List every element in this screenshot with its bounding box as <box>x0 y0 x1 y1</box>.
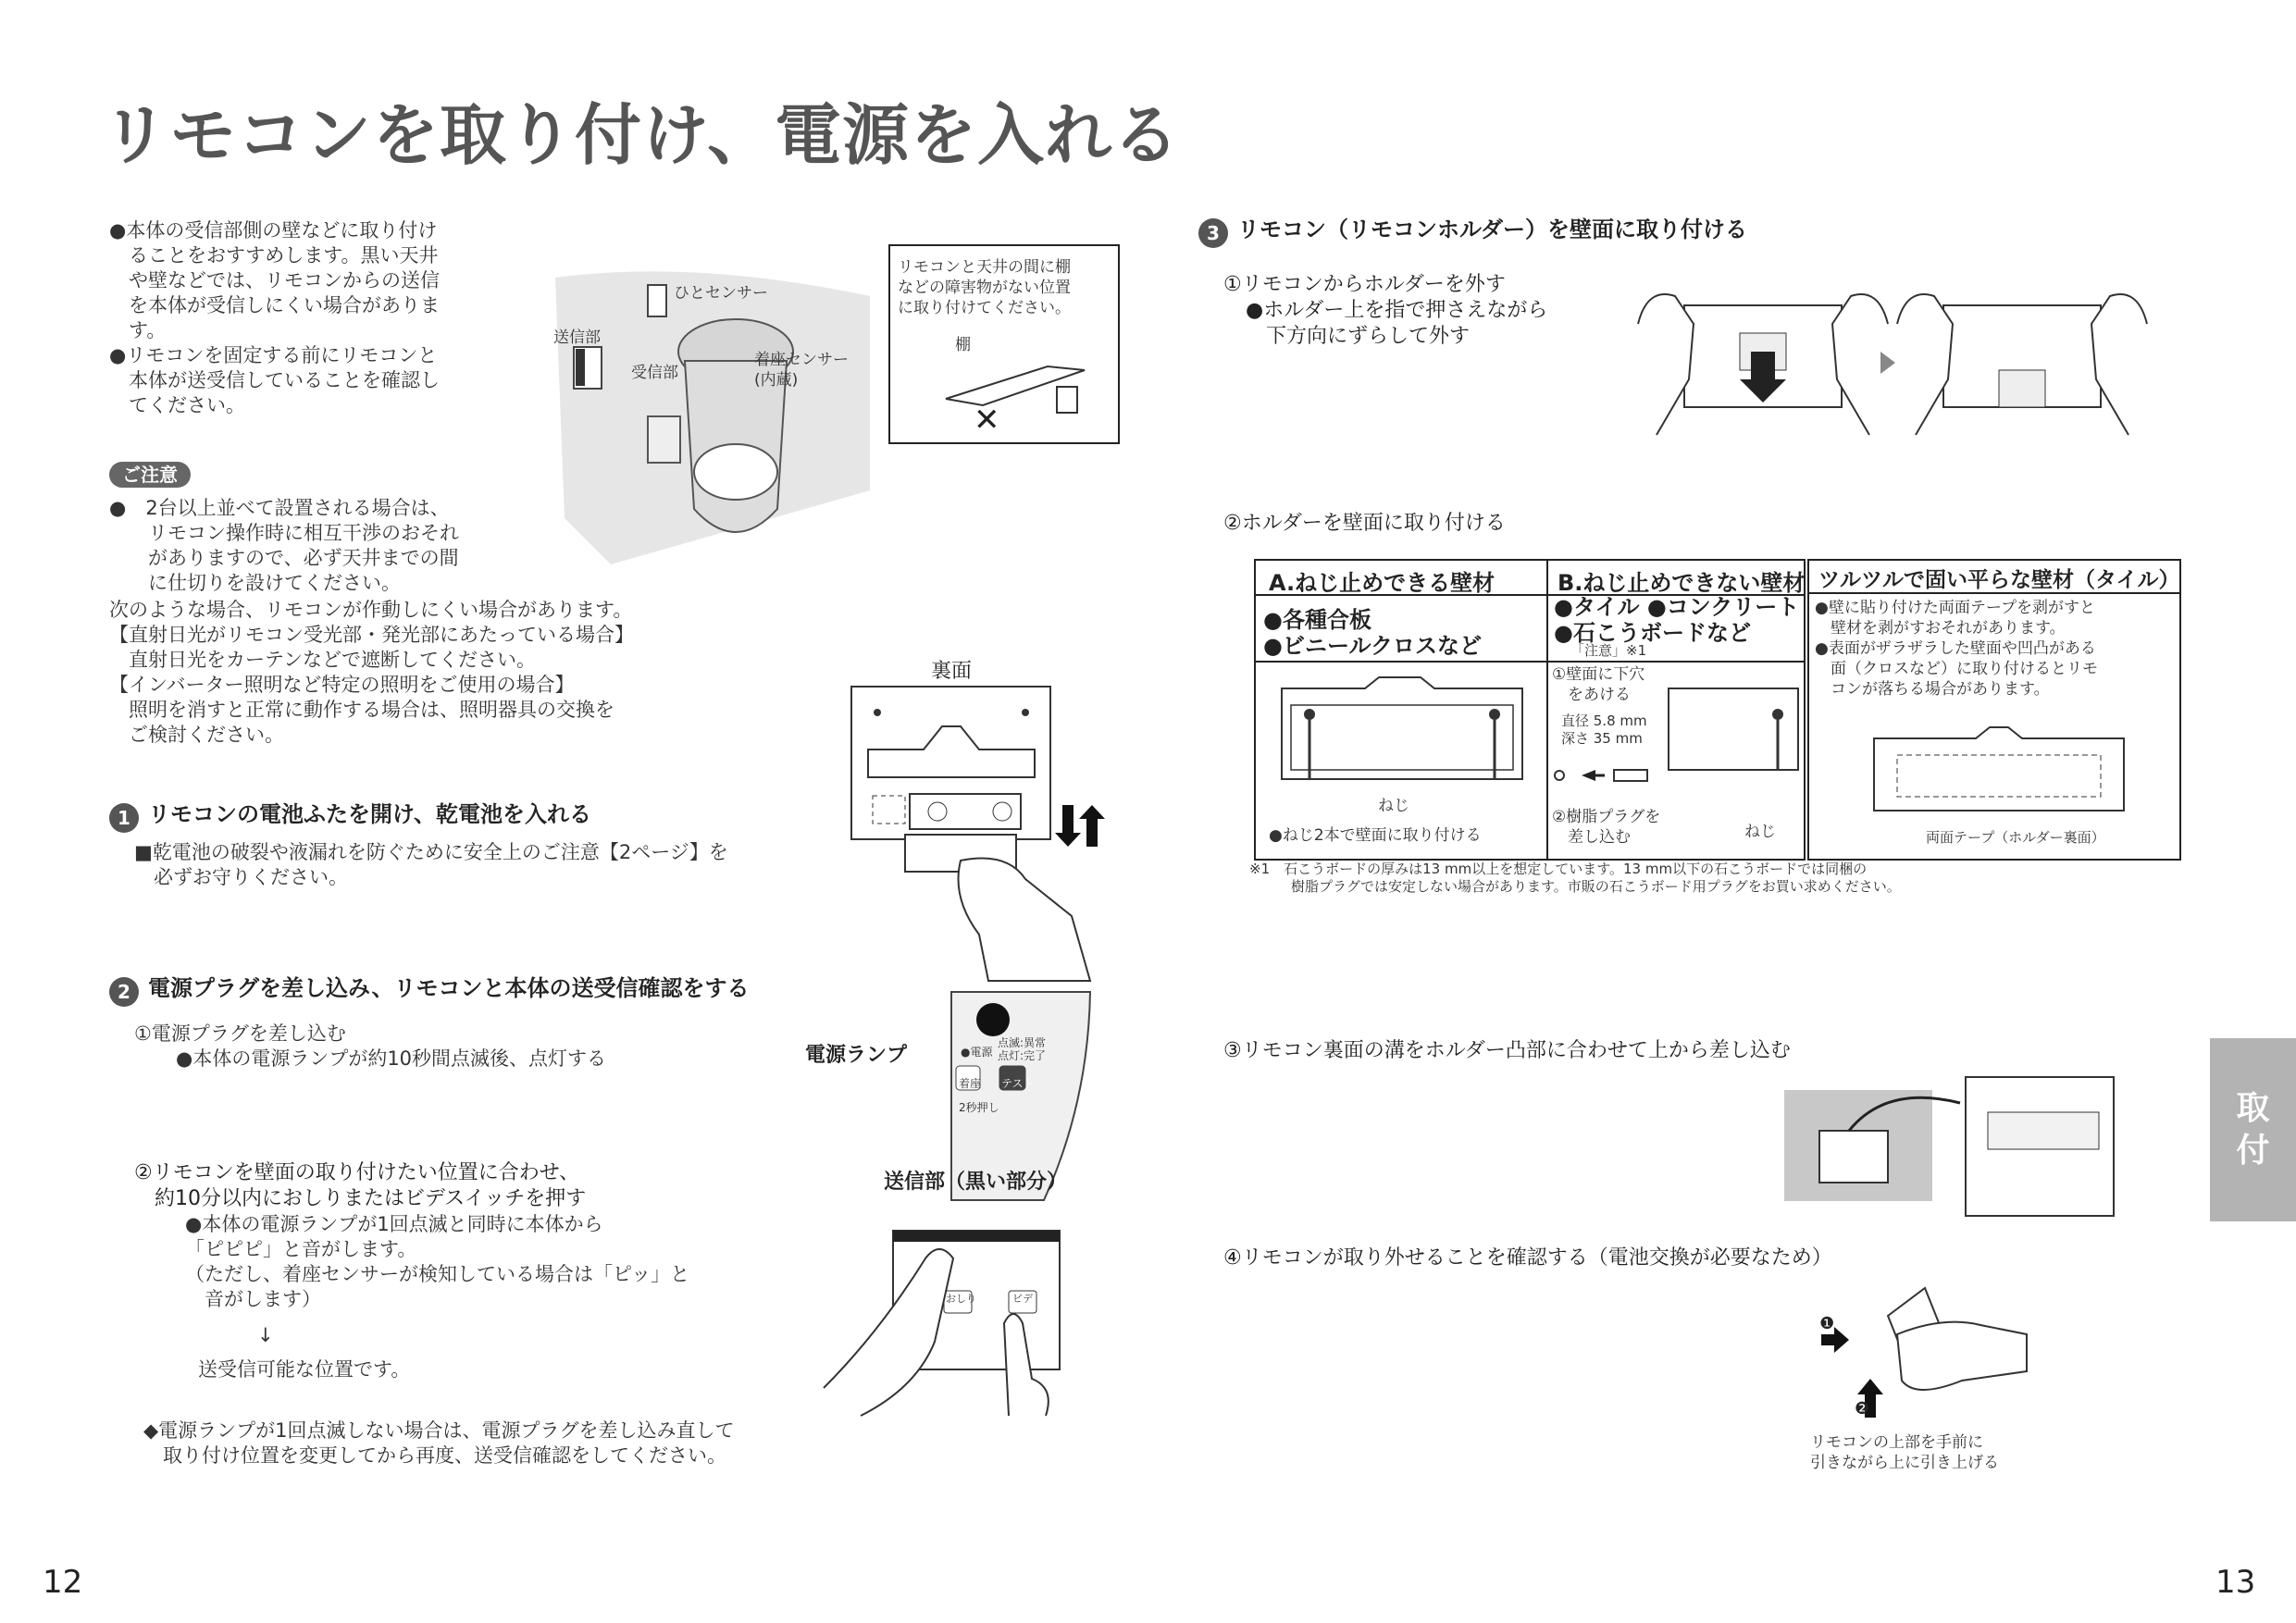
attach-remote-drawing <box>1784 1075 2117 1223</box>
step3-sub4: ④リモコンが取り外せることを確認する（電池交換が必要なため） <box>1223 1246 1832 1270</box>
note-line: 【直射日光がリモコン受光部・発光部にあたっている場合】 <box>109 624 634 646</box>
caution-line: に仕切りを設けてください。 <box>109 572 401 594</box>
toilet-illustration <box>555 259 870 564</box>
step2-number: 2 <box>109 977 139 1007</box>
note-line: 次のような場合、リモコンが作動しにくい場合があります。 <box>109 599 633 621</box>
step3-sub1-line: 下方向にずらして外す <box>1246 325 1471 348</box>
remote-press-drawing <box>824 1203 1064 1416</box>
transmit-label: 送信部（黒い部分） <box>884 1171 1068 1194</box>
hole-dimensions <box>1561 712 1647 748</box>
step1-title: リモコンの電池ふたを開け、乾電池を入れる <box>148 801 592 827</box>
shelf-warning-line: などの障害物がない位置 <box>898 279 1071 297</box>
intro-line: ●リモコンを固定する前にリモコンと <box>109 344 438 366</box>
step2-note-line: 「ピピピ」と音がします。 <box>185 1238 417 1260</box>
footnote <box>1249 861 1901 896</box>
side-tab-mounting <box>2210 1038 2296 1221</box>
intro-line: す。 <box>109 319 167 341</box>
intro-line: てください。 <box>109 394 245 416</box>
intro-line: 本体が送受信していることを確認し <box>109 369 440 391</box>
wall-type-table <box>1254 559 1806 861</box>
plug-line: ②樹脂プラグを <box>1552 808 1661 826</box>
col-c-items <box>1815 598 2098 700</box>
page-number-left: 12 <box>43 1564 83 1601</box>
step1-line: 必ずお守りください。 <box>134 866 348 888</box>
col-b-header-text: B.ねじ止めできない壁材 <box>1558 570 1806 596</box>
holder-removal-drawing <box>1638 287 2156 435</box>
cross-icon: ✕ <box>974 402 1000 439</box>
step3-title: リモコン（リモコンホルダー）を壁面に取り付ける <box>1237 217 1748 242</box>
shelf-warning-line: に取り付けてください。 <box>898 299 1071 317</box>
power-lamp-warning-line: ◆電源ランプが1回点滅しない場合は、電源プラグを差し込み直して <box>143 1419 735 1442</box>
remove-remote-drawing <box>1814 1279 2036 1427</box>
col-b-item: ●タイル ●コンクリート <box>1554 594 1800 620</box>
screw-label-a: ねじ <box>1378 797 1409 815</box>
step1-number: 1 <box>109 803 139 833</box>
tape-holder-drawing <box>1874 727 2124 811</box>
caution-section <box>109 460 191 487</box>
intro-line: を本体が受信しにくい場合がありま <box>109 294 440 316</box>
step2-title: 電源プラグを差し込み、リモコンと本体の送受信確認をする <box>148 975 750 1001</box>
step2-note-line: （ただし、着座センサーが検知している場合は「ピッ」と <box>185 1263 690 1285</box>
table-col-b-header <box>1548 561 1804 596</box>
caution-line: ● 2台以上並べて設置される場合は、 <box>109 497 450 519</box>
shelf-label: 棚 <box>955 336 971 354</box>
step3-sub1: ①リモコンからホルダーを外す <box>1223 273 1506 296</box>
note-line: 【インバーター照明など特定の照明をご使用の場合】 <box>109 674 575 696</box>
power-lamp-label: 電源ランプ <box>805 1044 908 1067</box>
shelf-drawing <box>946 357 1094 422</box>
caution-line: リモコン操作時に相互干渉のおそれ <box>109 522 459 544</box>
label-jushinbu: 受信部 <box>631 364 678 382</box>
col-c-header-cell <box>1809 561 2179 594</box>
hole-line: ①壁面に下穴 <box>1552 665 1645 684</box>
col-b-items <box>1554 594 1799 646</box>
step2-heading <box>109 970 749 1007</box>
attach-remote-illustration <box>1784 1075 2117 1223</box>
remote-back-illustration <box>850 685 1146 972</box>
hole-dim-line: 直径 5.8 mm <box>1561 712 1647 729</box>
col-c-item: ●表面がザラザラした壁面や凹凸がある <box>1815 639 2096 658</box>
toilet-drawing <box>555 259 870 564</box>
col-c-item: 面（クロスなど）に取り付けるとリモ <box>1815 660 2098 678</box>
holder-screw-drawing-b <box>1669 677 1798 770</box>
shelf-warning-line: リモコンと天井の間に棚 <box>898 258 1071 277</box>
note-line: ご検討ください。 <box>109 724 284 746</box>
hole-instructions <box>1552 664 1644 705</box>
tape-label: 両面テープ（ホルダー裏面） <box>1926 829 2105 846</box>
col-a-item: ●各種合板 <box>1263 607 1371 633</box>
remove-step-1-mark: ❶ <box>1819 1314 1835 1333</box>
plug-instructions <box>1552 807 1660 848</box>
remove-caption-line: リモコンの上部を手前に <box>1810 1433 1983 1452</box>
step1-line: ■乾電池の破裂や液漏れを防ぐために安全上のご注意【2ページ】を <box>134 841 728 863</box>
panel-power-label: ●電源 <box>961 1046 993 1059</box>
step2-result: 送受信可能な位置です。 <box>198 1358 411 1381</box>
col-a-header-text: A.ねじ止めできる壁材 <box>1269 570 1496 596</box>
step3-heading <box>1198 211 1747 248</box>
plug-line: 差し込む <box>1552 828 1631 847</box>
power-lamp-warning <box>143 1419 735 1468</box>
col-b-note: 「注意」※1 <box>1570 642 1647 659</box>
remote-oshiri-button: おしり <box>946 1293 976 1305</box>
screw-label-b: ねじ <box>1744 823 1776 841</box>
step3-sub1-text <box>1246 298 1547 350</box>
panel-chakuza-button: 着座 <box>959 1077 982 1090</box>
step2-sub2-line: 約10分以内におしりまたはビデスイッチを押す <box>134 1187 587 1210</box>
step2-sub2-line: ②リモコンを壁面の取り付けたい位置に合わせ、 <box>134 1161 580 1184</box>
back-label: 裏面 <box>931 660 973 683</box>
label-hito-sensor: ひとセンサー <box>674 284 768 303</box>
note-line: 直射日光をカーテンなどで遮断してください。 <box>109 649 536 671</box>
remote-back-drawing <box>850 685 1146 972</box>
page-title: リモコンを取り付け、電源を入れる <box>102 96 1181 174</box>
col-c-header-text: ツルツルで固い平らな壁材（タイル） <box>1818 568 2180 592</box>
label-chakuza-sensor: 着座センサー (内蔵) <box>754 351 849 390</box>
down-arrow-icon: ↓ <box>257 1324 274 1346</box>
col-b-item: ●石こうボードなど <box>1554 620 1751 646</box>
remove-caption-line: 引きながら上に引き上げる <box>1810 1454 1999 1472</box>
panel-hold-label: 2秒押し <box>959 1101 999 1114</box>
table-col-a-header <box>1256 561 1548 596</box>
step3-sub1-line: ●ホルダー上を指で押さえながら <box>1246 299 1548 322</box>
remote-press-illustration <box>824 1203 1064 1416</box>
step2-note-line: ●本体の電源ランプが1回点滅と同時に本体から <box>185 1213 603 1235</box>
col-c-item: ●壁に貼り付けた両面テープを剥がすと <box>1815 599 2095 617</box>
note-line: 照明を消すと正常に動作する場合は、照明器具の交換を <box>109 699 614 721</box>
caution-text <box>109 496 459 596</box>
intro-line: や壁などでは、リモコンからの送信 <box>109 269 440 291</box>
footnote-line: ※1 石こうボードの厚みは13 mm以上を想定しています。13 mm以下の石こうボードでは同梱の <box>1249 861 1868 877</box>
remove-step-2-mark: ❷ <box>1855 1399 1870 1419</box>
holder-screw-drawing-a <box>1282 677 1522 788</box>
holder-removal-illustration <box>1638 287 2156 435</box>
remove-caption <box>1810 1432 1999 1473</box>
screw-note: ●ねじ2本で壁面に取り付ける <box>1269 826 1482 845</box>
smooth-wall-box <box>1807 559 2181 861</box>
footnote-line: 樹脂プラグでは安定しない場合があります。市販の石こうボード用プラグをお買い求めください。 <box>1249 878 1901 895</box>
intro-text <box>109 218 440 418</box>
panel-status-label: 点滅:異常 点灯:完了 <box>998 1036 1047 1062</box>
step3-sub2: ②ホルダーを壁面に取り付ける <box>1223 512 1506 535</box>
shelf-warning-box <box>888 244 1120 444</box>
step3-number: 3 <box>1198 218 1228 248</box>
intro-line: ●本体の受信部側の壁などに取り付け <box>109 219 438 242</box>
hole-dim-line: 深さ 35 mm <box>1561 730 1643 747</box>
step2-note-line: 音がします） <box>185 1288 321 1310</box>
label-soushinbu: 送信部 <box>553 328 601 347</box>
shelf-warning-text <box>898 257 1071 318</box>
remote-bide-button: ビデ <box>1012 1293 1033 1305</box>
note-text <box>109 598 634 748</box>
step2-sub2-notes <box>185 1212 689 1312</box>
col-a-items <box>1263 607 1482 659</box>
step2-sub1: ①電源プラグを差し込む <box>134 1022 346 1045</box>
side-tab-label: 取 付 <box>2236 1089 2270 1170</box>
remove-remote-illustration <box>1814 1279 2036 1427</box>
col-c-item: 壁材を剥がすおそれがあります。 <box>1815 619 2066 638</box>
page-number-right: 13 <box>2215 1564 2256 1601</box>
step2-sub1-note: ●本体の電源ランプが約10秒間点滅後、点灯する <box>176 1047 607 1070</box>
col-c-item: コンが落ちる場合があります。 <box>1815 680 2050 699</box>
power-lamp-warning-line: 取り付け位置を変更してから再度、送受信確認をしてください。 <box>143 1444 726 1467</box>
col-a-item: ●ビニールクロスなど <box>1263 633 1482 659</box>
step2-sub2-text <box>134 1160 586 1212</box>
step3-sub3: ③リモコン裏面の溝をホルダー凸部に合わせて上から差し込む <box>1223 1039 1791 1062</box>
caution-badge: ご注意 <box>109 462 191 488</box>
plug-drawing <box>1554 762 1656 790</box>
panel-test-button: テスト <box>1001 1077 1035 1090</box>
hole-line: をあける <box>1552 686 1631 704</box>
caution-line: がありますので、必ず天井までの間 <box>109 547 459 569</box>
step1-text <box>134 840 728 890</box>
intro-line: ることをおすすめします。黒い天井 <box>109 244 439 266</box>
step1-heading <box>109 796 591 833</box>
